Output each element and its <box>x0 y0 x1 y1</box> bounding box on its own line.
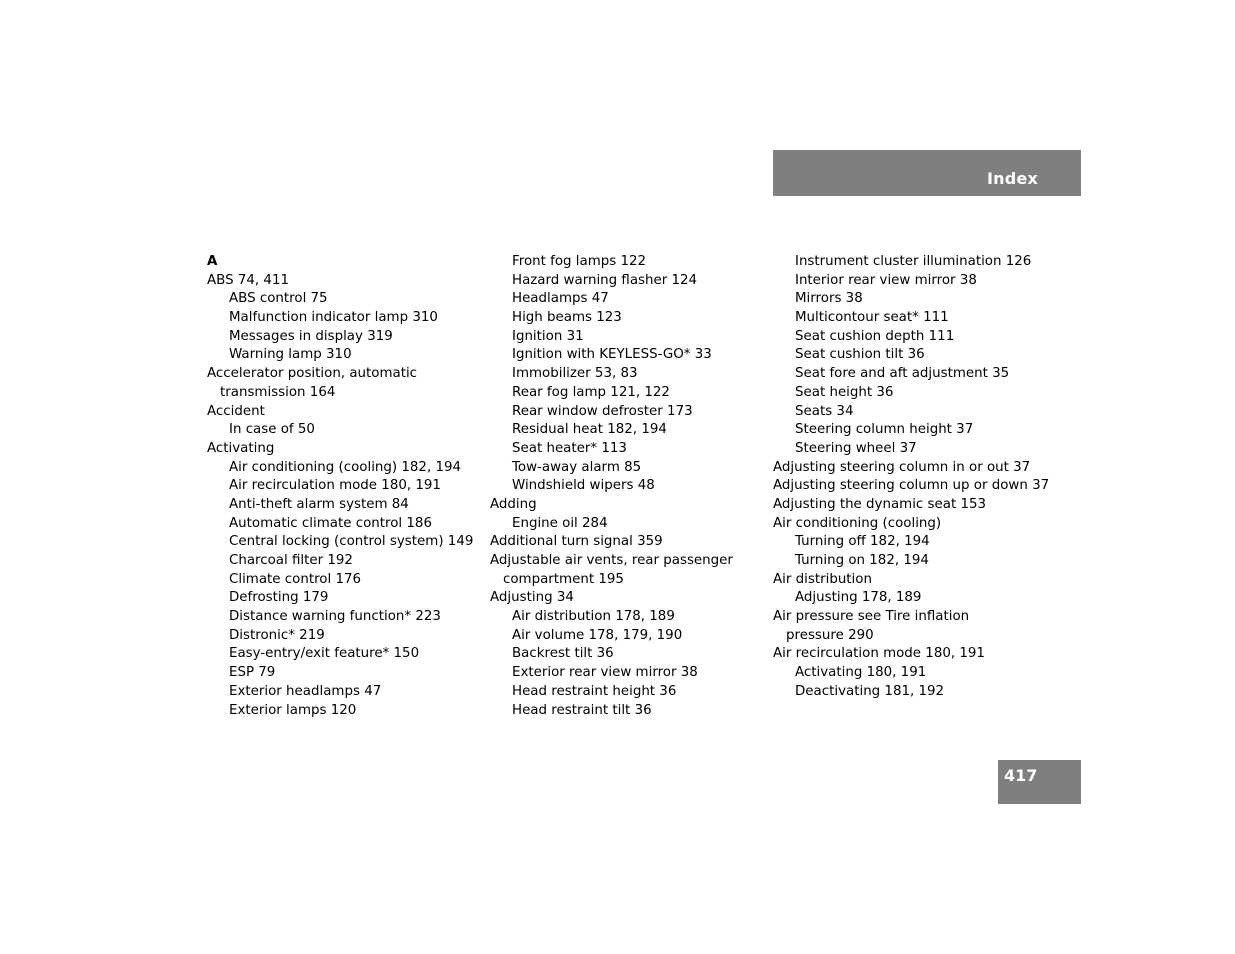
index-entry: Air volume 178, 179, 190 <box>512 627 683 643</box>
index-entry: Exterior rear view mirror 38 <box>512 665 698 681</box>
index-entry: Immobilizer 53, 83 <box>512 366 638 382</box>
index-entry: Anti-theft alarm system 84 <box>229 496 409 512</box>
index-entry: Seat cushion depth 111 <box>795 328 955 344</box>
index-entry: Seat fore and aft adjustment 35 <box>795 366 1010 382</box>
index-entry: Seat heater* 113 <box>512 440 627 456</box>
index-column-2 <box>490 253 765 720</box>
index-entry: Tow-away alarm 85 <box>512 459 642 475</box>
index-entry: Central locking (control system) 149 <box>229 534 474 550</box>
index-entry: Steering wheel 37 <box>795 440 917 456</box>
index-entry: Air distribution <box>773 571 872 587</box>
index-entry: Distronic* 219 <box>229 627 325 643</box>
index-entry: Malfunction indicator lamp 310 <box>229 310 438 326</box>
index-entry: Backrest tilt 36 <box>512 646 614 662</box>
index-letter-heading: A <box>207 254 218 269</box>
index-entry: In case of 50 <box>229 422 315 438</box>
index-entry: Activating <box>207 440 275 456</box>
index-entry: Air pressure see Tire inflation <box>773 609 970 625</box>
index-entry: Adding <box>490 496 537 512</box>
index-column-1 <box>207 253 482 720</box>
index-entry: Air recirculation mode 180, 191 <box>773 646 985 662</box>
index-entry: Air distribution 178, 189 <box>512 609 675 625</box>
index-entry: Climate control 176 <box>229 571 362 587</box>
index-entry: Warning lamp 310 <box>229 347 352 363</box>
index-entry: Seats 34 <box>795 403 854 419</box>
index-entry: Instrument cluster illumination 126 <box>795 254 1032 269</box>
index-entry: Turning on 182, 194 <box>795 553 929 568</box>
index-entry: Accident <box>207 403 265 419</box>
index-entry: Ignition 31 <box>512 328 584 344</box>
index-entry: Seat cushion tilt 36 <box>795 347 925 363</box>
index-entry: Adjusting 178, 189 <box>795 590 922 606</box>
index-entry: Head restraint tilt 36 <box>512 702 652 718</box>
index-entry: Turning off 182, 194 <box>795 534 930 550</box>
section-title: Index <box>987 169 1038 188</box>
index-entry: Steering column height 37 <box>795 422 974 438</box>
index-entry: Distance warning function* 223 <box>229 609 441 625</box>
section-header-tab <box>773 150 1081 196</box>
index-entry: Ignition with KEYLESS-GO* 33 <box>512 347 712 363</box>
index-entry: ABS control 75 <box>229 291 328 307</box>
index-entry: Adjusting 34 <box>490 590 574 606</box>
index-entry: Charcoal filter 192 <box>229 553 353 568</box>
index-entry: Exterior lamps 120 <box>229 702 357 718</box>
index-entry: Engine oil 284 <box>512 515 608 531</box>
index-entry: Easy-entry/exit feature* 150 <box>229 646 420 662</box>
index-entry: Interior rear view mirror 38 <box>795 272 977 288</box>
index-entry: Adjusting steering column in or out 37 <box>773 459 1031 475</box>
index-entry: High beams 123 <box>512 310 622 326</box>
index-entry: Air conditioning (cooling) <box>773 515 942 531</box>
index-entry: Automatic climate control 186 <box>229 515 432 531</box>
index-entry: Adjustable air vents, rear passenger <box>490 553 733 568</box>
page-number: 417 <box>1004 766 1038 785</box>
index-column-3 <box>773 253 1048 702</box>
index-entry: Hazard warning flasher 124 <box>512 272 698 288</box>
index-entry: Messages in display 319 <box>229 328 393 344</box>
index-entry: Activating 180, 191 <box>795 665 927 681</box>
index-entry: Rear window defroster 173 <box>512 403 693 419</box>
index-entry: Mirrors 38 <box>795 291 863 307</box>
index-entry: Adjusting steering column up or down 37 <box>773 478 1050 494</box>
index-entry: Residual heat 182, 194 <box>512 422 667 438</box>
index-entry: Windshield wipers 48 <box>512 478 655 494</box>
index-entry: ESP 79 <box>229 665 276 681</box>
index-entry: Adjusting the dynamic seat 153 <box>773 496 987 512</box>
index-entry: Air recirculation mode 180, 191 <box>229 478 441 494</box>
index-entry: Seat height 36 <box>795 384 894 400</box>
index-entry: Rear fog lamp 121, 122 <box>512 384 670 400</box>
index-entry: Defrosting 179 <box>229 590 329 606</box>
index-entry: Exterior headlamps 47 <box>229 683 382 699</box>
index-entry: Air conditioning (cooling) 182, 194 <box>229 459 462 475</box>
page-number-box <box>998 760 1081 804</box>
index-entry: Accelerator position, automatic <box>207 366 418 382</box>
index-entry: Front fog lamps 122 <box>512 254 647 269</box>
index-entry: Headlamps 47 <box>512 291 609 307</box>
index-entry: Deactivating 181, 192 <box>795 683 945 699</box>
index-entry: Additional turn signal 359 <box>490 534 663 550</box>
index-entry: Multicontour seat* 111 <box>795 310 949 326</box>
index-entry: transmission 164 <box>220 384 336 400</box>
index-entry: compartment 195 <box>503 571 624 587</box>
index-entry: Head restraint height 36 <box>512 683 677 699</box>
index-entry: ABS 74, 411 <box>207 272 289 288</box>
index-entry: pressure 290 <box>786 627 874 643</box>
